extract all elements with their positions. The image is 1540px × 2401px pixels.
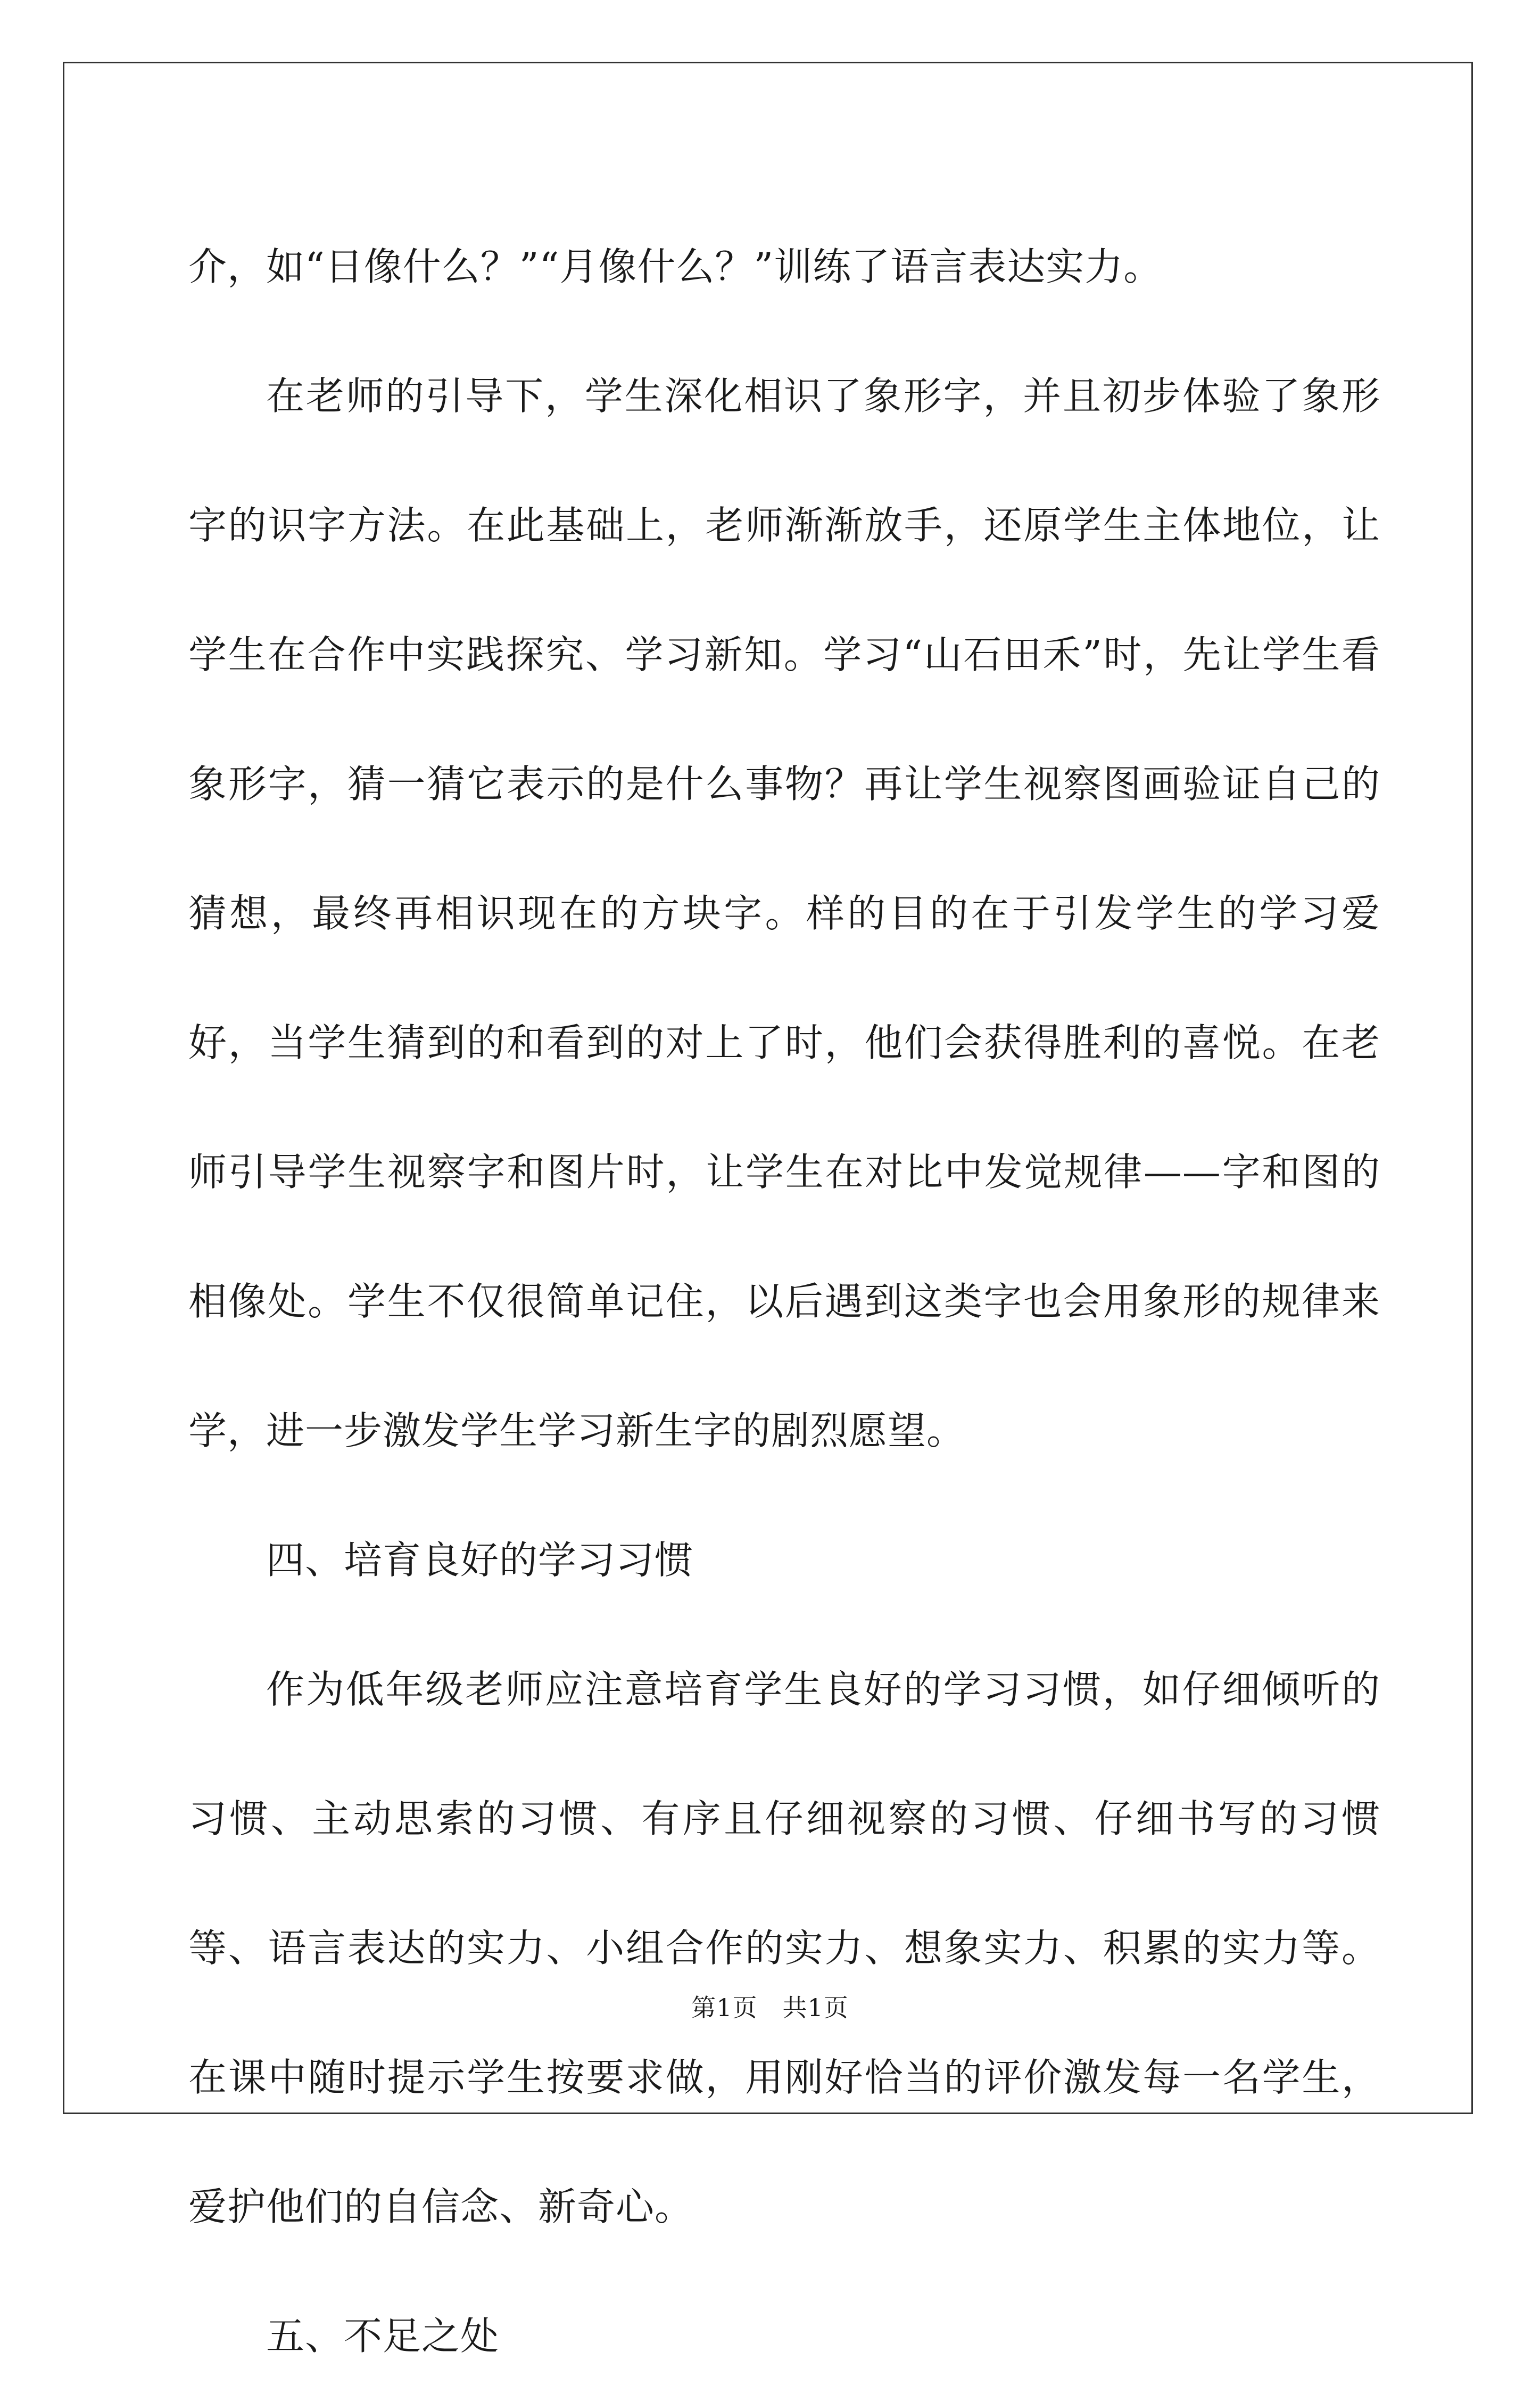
document-body: [188, 202, 1380, 2401]
paragraph-continuation: 介，如“日像什么？”“月像什么？”训练了语言表达实力。: [188, 244, 1163, 289]
section-heading-5: 五、不足之处: [266, 2314, 500, 2358]
paragraph-body: 在老师的引导下，学生深化相识了象形字，并且初步体验了象形字的识字方法。在此基础上，老师渐渐放手，还原学生主体地位，让学生在合作中实践探究、学习新知。学习“山石田禾”时，先让学生看象形字，猜一猜它表示的是什么事物？再让学生视察图画验证自己的猜想，最终再相识现在的方块字。样的目的在于引发学生的学习爱好，当学生猜到的和看到的对上了时，他们会获得胜利的喜悦。在老师引导学生视察字和图片时，让学生在对比中发觉规律——字和图的相像处。学生不仅很简单记住，以后遇到这类字也会用象形的规律来学，进一步激发学生学习新生字的剧烈愿望。: [188, 374, 1380, 1453]
section-heading-4: 四、培育良好的学习习惯: [266, 1538, 694, 1582]
paragraph-body: 作为低年级老师应注意培育学生良好的学习习惯，如仔细倾听的习惯、主动思索的习惯、有序且仔细视察的习惯、仔细书写的习惯等、语言表达的实力、小组合作的实力、想象实力、积累的实力等。在课中随时提示学生按要求做，用刚好恰当的评价激发每一名学生，爱护他们的自信念、新奇心。: [188, 1667, 1380, 2229]
page-footer: 第1页 共1页: [691, 1993, 849, 2022]
